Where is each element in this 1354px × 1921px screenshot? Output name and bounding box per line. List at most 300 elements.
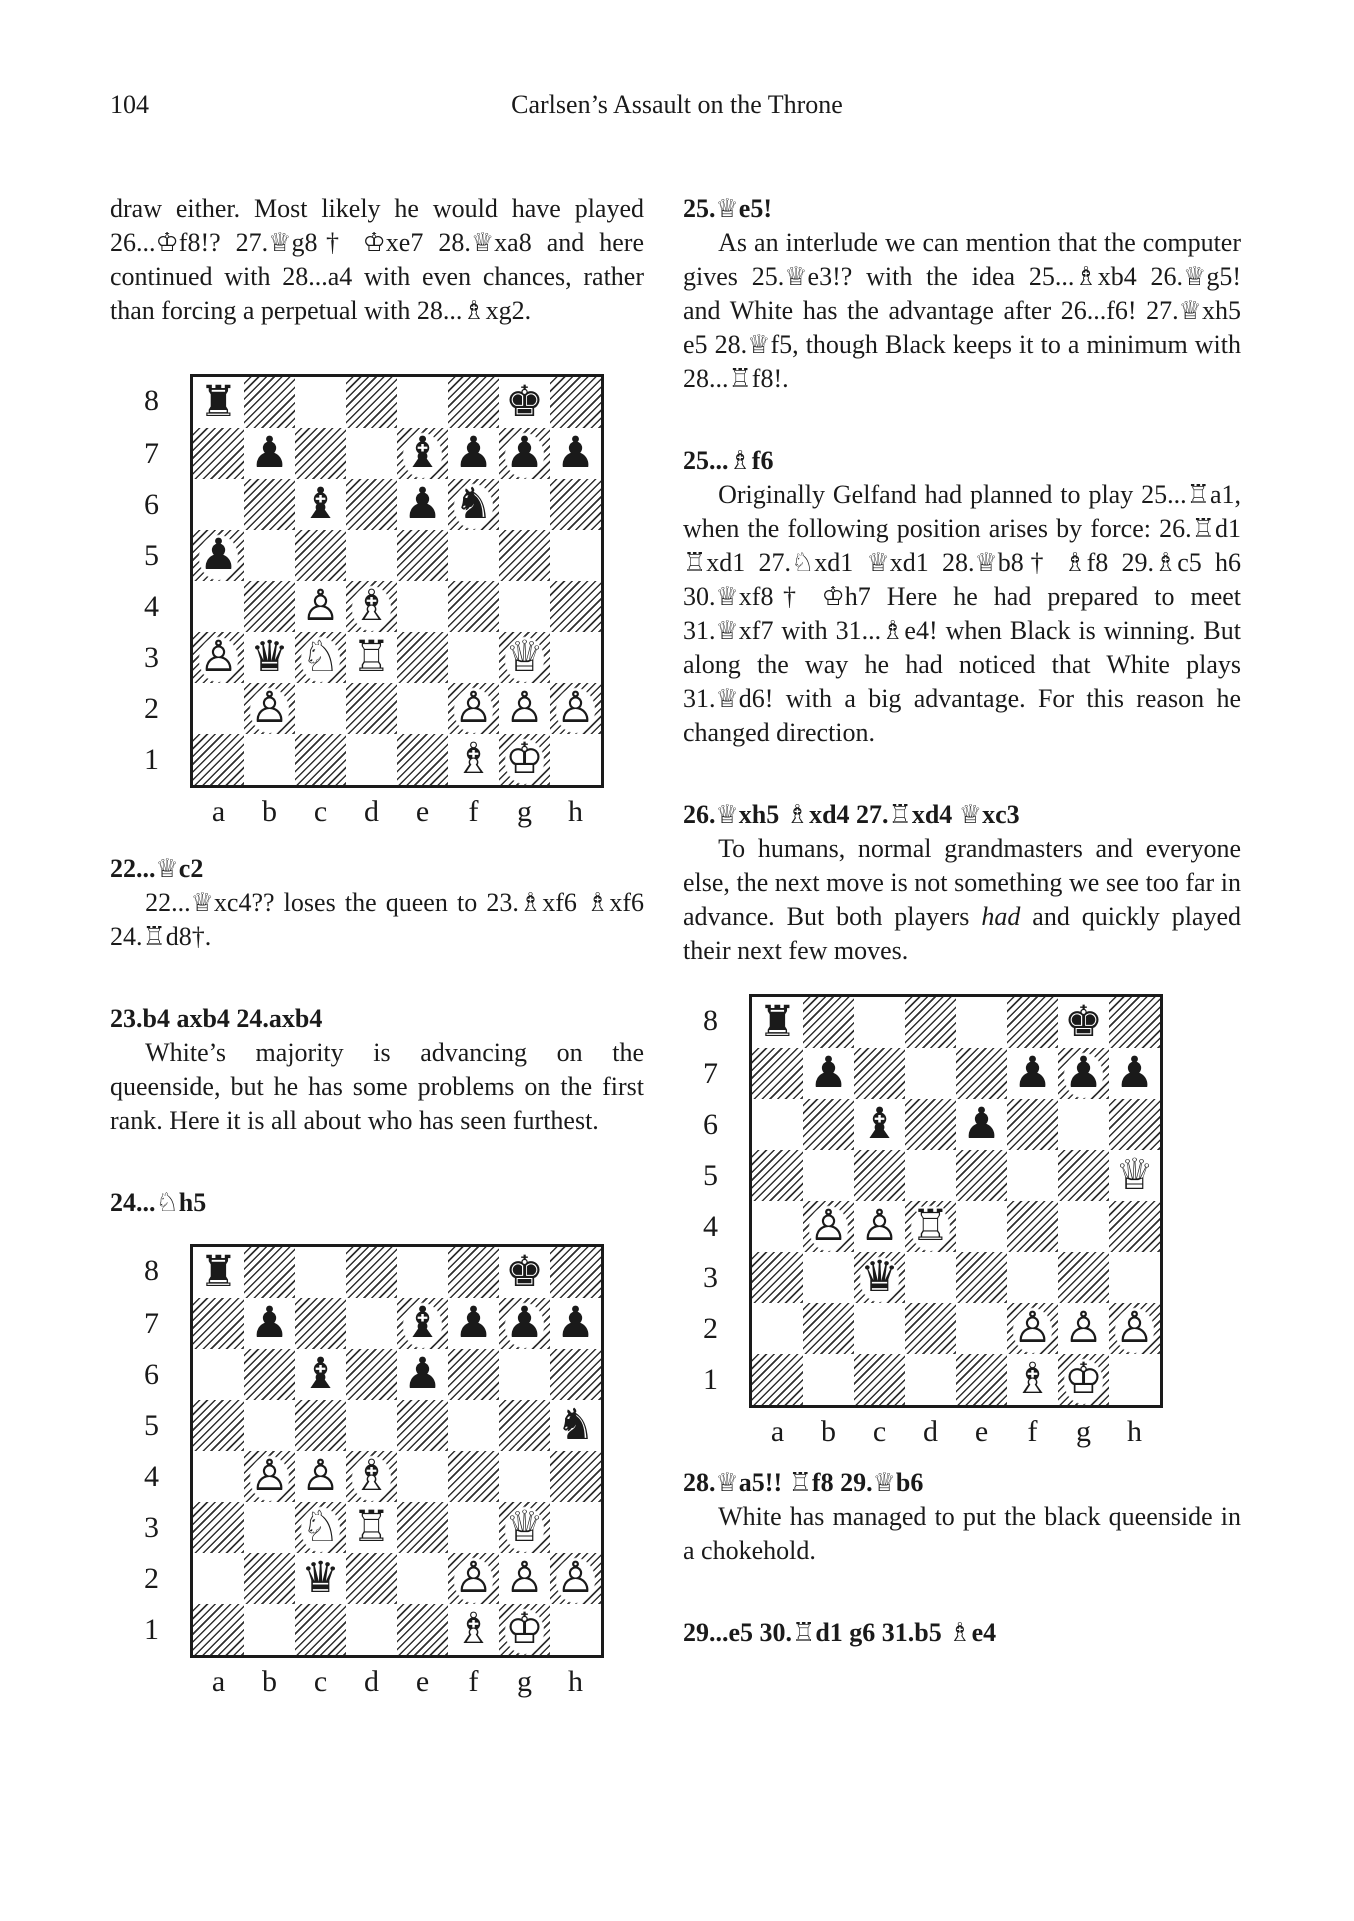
file-label-e: e: [974, 1415, 989, 1448]
square-e1: [397, 734, 448, 785]
rank-labels: [144, 374, 190, 788]
square-c2: [854, 1303, 905, 1354]
page-title: Carlsen’s Assault on the Throne: [511, 90, 843, 119]
square-e4: [397, 1451, 448, 1502]
commentary-paragraph-27: [683, 832, 1241, 968]
piece-white-rook: ♖: [911, 1201, 950, 1251]
move-heading-24: 24...♘h5: [110, 1188, 207, 1217]
square-f6: [448, 479, 499, 530]
square-d8: [346, 1247, 397, 1298]
square-h1: [550, 734, 601, 785]
square-d2: [346, 683, 397, 734]
square-d4: [905, 1201, 956, 1252]
file-label-g: g: [517, 795, 532, 828]
square-h7: [550, 428, 601, 479]
piece-black-knight: ♞: [556, 1400, 595, 1450]
piece-black-bishop: ♝: [301, 1349, 340, 1399]
file-label-a: a: [770, 1415, 785, 1448]
chess-board: [190, 1244, 604, 1658]
square-g5: [499, 1400, 550, 1451]
chess-diagram-3: [703, 994, 1241, 1450]
square-e5: [956, 1150, 1007, 1201]
intro-paragraph: draw either. Most likely he would have played 26...♔f8!? 27.♕g8† ♔xe7 28.♕xa8 and here continued with 28...a4 with even chances, rather than forcing a perpetual with 28...♗xg2.: [110, 194, 644, 325]
square-a3: [752, 1252, 803, 1303]
piece-black-pawn: ♟: [250, 428, 289, 478]
rank-label-1: 1: [144, 1612, 159, 1646]
square-h2: [550, 1553, 601, 1604]
piece-white-pawn: ♙: [1115, 1303, 1154, 1353]
piece-black-pawn: ♟: [505, 428, 544, 478]
piece-black-queen: ♛: [301, 1553, 340, 1603]
piece-black-pawn: ♟: [454, 1298, 493, 1348]
rank-label-5: 5: [144, 538, 159, 572]
file-label-b: b: [262, 1665, 277, 1698]
commentary-paragraph-29: White has managed to put the black queenside in a chokehold.: [683, 1502, 1241, 1565]
file-label-h: h: [1127, 1415, 1142, 1448]
square-c2: [295, 1553, 346, 1604]
rank-label-6: 6: [144, 487, 159, 521]
paragraph-text: and quickly played their next few moves.: [683, 902, 1241, 965]
square-c2: [295, 683, 346, 734]
piece-black-pawn: ♟: [1013, 1048, 1052, 1098]
square-f3: [448, 1502, 499, 1553]
square-h4: [550, 1451, 601, 1502]
square-e1: [956, 1354, 1007, 1405]
square-e3: [397, 1502, 448, 1553]
square-d2: [905, 1303, 956, 1354]
square-g2: [499, 683, 550, 734]
diagram-grid: [144, 374, 644, 788]
piece-white-queen: ♕: [505, 632, 544, 682]
rank-label-4: 4: [144, 589, 159, 623]
square-g7: [499, 1298, 550, 1349]
square-a8: [193, 377, 244, 428]
square-g4: [499, 581, 550, 632]
rank-label-4: 4: [703, 1209, 718, 1243]
square-d7: [346, 428, 397, 479]
piece-black-king: ♚: [1064, 997, 1103, 1047]
square-c1: [295, 1604, 346, 1655]
square-b8: [244, 1247, 295, 1298]
square-g3: [1058, 1252, 1109, 1303]
square-c4: [295, 1451, 346, 1502]
square-f5: [448, 1400, 499, 1451]
piece-black-pawn: ♟: [403, 1349, 442, 1399]
square-e5: [397, 530, 448, 581]
piece-black-pawn: ♟: [962, 1099, 1001, 1149]
square-f2: [448, 683, 499, 734]
piece-white-pawn: ♙: [454, 683, 493, 733]
square-f7: [1007, 1048, 1058, 1099]
file-label-a: a: [211, 1665, 226, 1698]
square-e1: [397, 1604, 448, 1655]
square-d3: [905, 1252, 956, 1303]
piece-white-rook: ♖: [352, 1502, 391, 1552]
diagram-grid: [144, 1244, 644, 1658]
piece-white-king: ♔: [1064, 1354, 1103, 1404]
piece-black-pawn: ♟: [403, 479, 442, 529]
square-h4: [1109, 1201, 1160, 1252]
file-labels: [752, 1414, 1241, 1450]
square-a5: [193, 530, 244, 581]
square-d1: [346, 1604, 397, 1655]
piece-white-bishop: ♗: [1013, 1354, 1052, 1404]
piece-white-pawn: ♙: [556, 683, 595, 733]
square-g8: [1058, 997, 1109, 1048]
square-c3: [295, 632, 346, 683]
square-a6: [193, 1349, 244, 1400]
file-label-c: c: [872, 1415, 887, 1448]
square-h3: [550, 632, 601, 683]
file-label-h: h: [568, 795, 583, 828]
square-h2: [1109, 1303, 1160, 1354]
piece-white-knight: ♘: [301, 1502, 340, 1552]
square-f4: [448, 1451, 499, 1502]
square-g6: [499, 1349, 550, 1400]
square-h8: [1109, 997, 1160, 1048]
piece-black-rook: ♜: [199, 1247, 238, 1297]
square-b6: [244, 1349, 295, 1400]
file-label-c: c: [313, 795, 328, 828]
rank-label-8: 8: [144, 1254, 159, 1287]
square-c5: [854, 1150, 905, 1201]
move-caption-28-29: 28.♕a5!! ♖f8 29.♕b6: [683, 1468, 924, 1497]
square-c5: [295, 1400, 346, 1451]
square-d7: [905, 1048, 956, 1099]
square-b4: [244, 581, 295, 632]
square-f4: [1007, 1201, 1058, 1252]
square-d6: [346, 479, 397, 530]
piece-black-bishop: ♝: [403, 1298, 442, 1348]
file-label-c: c: [313, 1665, 328, 1698]
square-g7: [499, 428, 550, 479]
square-e6: [397, 479, 448, 530]
square-d8: [905, 997, 956, 1048]
file-label-g: g: [517, 1665, 532, 1698]
square-e4: [956, 1201, 1007, 1252]
piece-white-pawn: ♙: [301, 1451, 340, 1501]
square-e8: [397, 1247, 448, 1298]
piece-black-rook: ♜: [199, 377, 238, 427]
square-f4: [448, 581, 499, 632]
commentary-paragraph-25: As an interlude we can mention that the computer gives 25.♕e3!? with the idea 25...♗xb4 26.♕g5! and White has the advantage after 26...f6! 27.♕xh5 e5 28.♕f5, though Black keeps it to a minimum with 28...♖f8!.: [683, 228, 1241, 393]
square-f8: [1007, 997, 1058, 1048]
square-e2: [397, 1553, 448, 1604]
piece-black-pawn: ♟: [556, 1298, 595, 1348]
file-label-d: d: [923, 1415, 938, 1448]
right-column: [683, 192, 1241, 1650]
square-d4: [346, 1451, 397, 1502]
file-label-h: h: [568, 1665, 583, 1698]
square-a5: [193, 1400, 244, 1451]
square-f5: [448, 530, 499, 581]
square-a7: [193, 1298, 244, 1349]
rank-label-8: 8: [144, 384, 159, 417]
file-label-d: d: [364, 1665, 379, 1698]
file-label-g: g: [1076, 1415, 1091, 1448]
square-f3: [1007, 1252, 1058, 1303]
square-h5: [550, 1400, 601, 1451]
square-a1: [193, 1604, 244, 1655]
square-f7: [448, 1298, 499, 1349]
square-b8: [803, 997, 854, 1048]
piece-white-pawn: ♙: [1064, 1303, 1103, 1353]
square-e6: [956, 1099, 1007, 1150]
square-g3: [499, 632, 550, 683]
emphasis-text: had: [981, 902, 1021, 931]
square-g2: [499, 1553, 550, 1604]
square-e8: [397, 377, 448, 428]
diagram-grid: [703, 994, 1241, 1408]
square-g4: [499, 1451, 550, 1502]
rank-label-7: 7: [144, 436, 159, 470]
file-label-e: e: [415, 1665, 430, 1698]
square-d5: [346, 1400, 397, 1451]
piece-white-king: ♔: [505, 1604, 544, 1654]
square-c8: [295, 377, 346, 428]
rank-label-8: 8: [703, 1004, 718, 1037]
square-e5: [397, 1400, 448, 1451]
square-e7: [397, 428, 448, 479]
square-h3: [1109, 1252, 1160, 1303]
square-c4: [295, 581, 346, 632]
square-e6: [397, 1349, 448, 1400]
square-f1: [1007, 1354, 1058, 1405]
square-a6: [193, 479, 244, 530]
file-label-f: f: [1027, 1415, 1038, 1448]
square-c3: [295, 1502, 346, 1553]
chess-board: [749, 994, 1163, 1408]
square-h2: [550, 683, 601, 734]
file-labels: [193, 794, 644, 830]
square-g1: [499, 734, 550, 785]
square-f5: [1007, 1150, 1058, 1201]
square-b8: [244, 377, 295, 428]
piece-black-queen: ♛: [250, 632, 289, 682]
piece-black-bishop: ♝: [301, 479, 340, 529]
square-h6: [550, 1349, 601, 1400]
square-a4: [193, 1451, 244, 1502]
square-h4: [550, 581, 601, 632]
piece-black-pawn: ♟: [1115, 1048, 1154, 1098]
square-g7: [1058, 1048, 1109, 1099]
square-a8: [193, 1247, 244, 1298]
square-a4: [752, 1201, 803, 1252]
file-label-f: f: [468, 1665, 479, 1698]
rank-label-3: 3: [144, 640, 159, 674]
square-f6: [1007, 1099, 1058, 1150]
file-label-d: d: [364, 795, 379, 828]
square-g1: [1058, 1354, 1109, 1405]
square-d3: [346, 1502, 397, 1553]
piece-white-bishop: ♗: [454, 1604, 493, 1654]
square-f8: [448, 1247, 499, 1298]
piece-white-pawn: ♙: [250, 683, 289, 733]
move-heading-25: 25.♕e5!: [683, 194, 773, 223]
commentary-paragraph-23: White’s majority is advancing on the queenside, but he has some problems on the first rank. Here it is all about who has seen furthest.: [110, 1038, 644, 1135]
square-d3: [346, 632, 397, 683]
piece-white-king: ♔: [505, 734, 544, 784]
square-b5: [803, 1150, 854, 1201]
square-c4: [854, 1201, 905, 1252]
rank-label-3: 3: [703, 1260, 718, 1294]
rank-label-7: 7: [703, 1056, 718, 1090]
piece-white-pawn: ♙: [199, 632, 238, 682]
square-b4: [803, 1201, 854, 1252]
move-heading-29-31: 29...e5 30.♖d1 g6 31.b5 ♗e4: [683, 1618, 997, 1647]
file-label-b: b: [262, 795, 277, 828]
piece-black-pawn: ♟: [199, 530, 238, 580]
square-d7: [346, 1298, 397, 1349]
square-h7: [1109, 1048, 1160, 1099]
square-b3: [244, 1502, 295, 1553]
file-label-b: b: [821, 1415, 836, 1448]
piece-white-pawn: ♙: [505, 1553, 544, 1603]
piece-white-pawn: ♙: [809, 1201, 848, 1251]
square-b7: [803, 1048, 854, 1099]
piece-white-queen: ♕: [505, 1502, 544, 1552]
rank-label-2: 2: [144, 691, 159, 725]
piece-white-pawn: ♙: [454, 1553, 493, 1603]
square-c8: [295, 1247, 346, 1298]
move-heading-23-24: 23.b4 axb4 24.axb4: [110, 1004, 323, 1033]
file-labels: [193, 1664, 644, 1700]
page-header: [0, 90, 1354, 126]
rank-label-1: 1: [144, 742, 159, 776]
square-g6: [499, 479, 550, 530]
square-d1: [905, 1354, 956, 1405]
square-a7: [752, 1048, 803, 1099]
square-f8: [448, 377, 499, 428]
chess-board: [190, 374, 604, 788]
piece-white-pawn: ♙: [556, 1553, 595, 1603]
square-e8: [956, 997, 1007, 1048]
piece-black-rook: ♜: [758, 997, 797, 1047]
chess-diagram-2: [144, 1244, 644, 1700]
piece-white-pawn: ♙: [505, 683, 544, 733]
square-e4: [397, 581, 448, 632]
square-g3: [499, 1502, 550, 1553]
square-b4: [244, 1451, 295, 1502]
piece-black-pawn: ♟: [556, 428, 595, 478]
square-c7: [854, 1048, 905, 1099]
square-g5: [499, 530, 550, 581]
rank-label-1: 1: [703, 1362, 718, 1396]
square-b5: [244, 530, 295, 581]
piece-white-pawn: ♙: [250, 1451, 289, 1501]
square-a3: [193, 1502, 244, 1553]
square-d8: [346, 377, 397, 428]
rank-label-6: 6: [703, 1107, 718, 1141]
square-g2: [1058, 1303, 1109, 1354]
square-c3: [854, 1252, 905, 1303]
square-b2: [803, 1303, 854, 1354]
square-a6: [752, 1099, 803, 1150]
square-b5: [244, 1400, 295, 1451]
piece-white-pawn: ♙: [860, 1201, 899, 1251]
piece-black-knight: ♞: [454, 479, 493, 529]
piece-white-bishop: ♗: [454, 734, 493, 784]
rank-labels: [703, 994, 749, 1408]
square-e7: [956, 1048, 1007, 1099]
square-b3: [803, 1252, 854, 1303]
square-f6: [448, 1349, 499, 1400]
square-g1: [499, 1604, 550, 1655]
square-a2: [752, 1303, 803, 1354]
rank-label-4: 4: [144, 1459, 159, 1493]
square-e3: [397, 632, 448, 683]
square-c6: [854, 1099, 905, 1150]
square-c5: [295, 530, 346, 581]
square-c8: [854, 997, 905, 1048]
square-d1: [346, 734, 397, 785]
square-d5: [346, 530, 397, 581]
square-c7: [295, 1298, 346, 1349]
rank-label-7: 7: [144, 1306, 159, 1340]
piece-black-bishop: ♝: [403, 428, 442, 478]
piece-black-bishop: ♝: [860, 1099, 899, 1149]
square-a5: [752, 1150, 803, 1201]
square-e7: [397, 1298, 448, 1349]
square-h1: [1109, 1354, 1160, 1405]
square-d6: [905, 1099, 956, 1150]
square-d5: [905, 1150, 956, 1201]
square-f7: [448, 428, 499, 479]
square-b1: [244, 1604, 295, 1655]
piece-black-pawn: ♟: [454, 428, 493, 478]
square-b2: [244, 683, 295, 734]
page-number: 104: [110, 90, 149, 119]
square-g6: [1058, 1099, 1109, 1150]
square-h8: [550, 377, 601, 428]
square-f2: [1007, 1303, 1058, 1354]
paragraph-text: To humans, normal grandmasters and everyone else, the next move is not something we see too far in advance. But both players: [683, 834, 1241, 931]
chess-diagram-1: [144, 374, 644, 830]
square-a7: [193, 428, 244, 479]
commentary-paragraph-25b: Originally Gelfand had planned to play 25...♖a1, when the following position arises by force: 26.♖d1 ♖xd1 27.♘xd1 ♕xd1 28.♕b8† ♗f8 29.♗c5 h6 30.♕xf8† ♔h7 Here he had prepared to meet 31.♕xf7 with 31...♗e4! when Black is winning. But along the way he had noticed that White plays 31.♕d6! with a big advantage. For this reason he changed direction.: [683, 480, 1241, 747]
square-f1: [448, 1604, 499, 1655]
file-label-a: a: [211, 795, 226, 828]
square-a8: [752, 997, 803, 1048]
square-f3: [448, 632, 499, 683]
move-caption-22: 22...♕c2: [110, 854, 204, 883]
piece-white-bishop: ♗: [352, 1451, 391, 1501]
square-d6: [346, 1349, 397, 1400]
square-a4: [193, 581, 244, 632]
move-heading-25b: 25...♗f6: [683, 446, 774, 475]
rank-label-3: 3: [144, 1510, 159, 1544]
square-e3: [956, 1252, 1007, 1303]
square-b3: [244, 632, 295, 683]
square-a2: [193, 683, 244, 734]
square-h5: [550, 530, 601, 581]
square-h8: [550, 1247, 601, 1298]
square-f2: [448, 1553, 499, 1604]
square-b1: [244, 734, 295, 785]
piece-white-queen: ♕: [1115, 1150, 1154, 1200]
square-b2: [244, 1553, 295, 1604]
file-label-f: f: [468, 795, 479, 828]
square-h6: [1109, 1099, 1160, 1150]
square-h1: [550, 1604, 601, 1655]
piece-black-pawn: ♟: [809, 1048, 848, 1098]
piece-white-bishop: ♗: [352, 581, 391, 631]
square-d4: [346, 581, 397, 632]
piece-white-rook: ♖: [352, 632, 391, 682]
piece-black-king: ♚: [505, 377, 544, 427]
square-f1: [448, 734, 499, 785]
square-a3: [193, 632, 244, 683]
